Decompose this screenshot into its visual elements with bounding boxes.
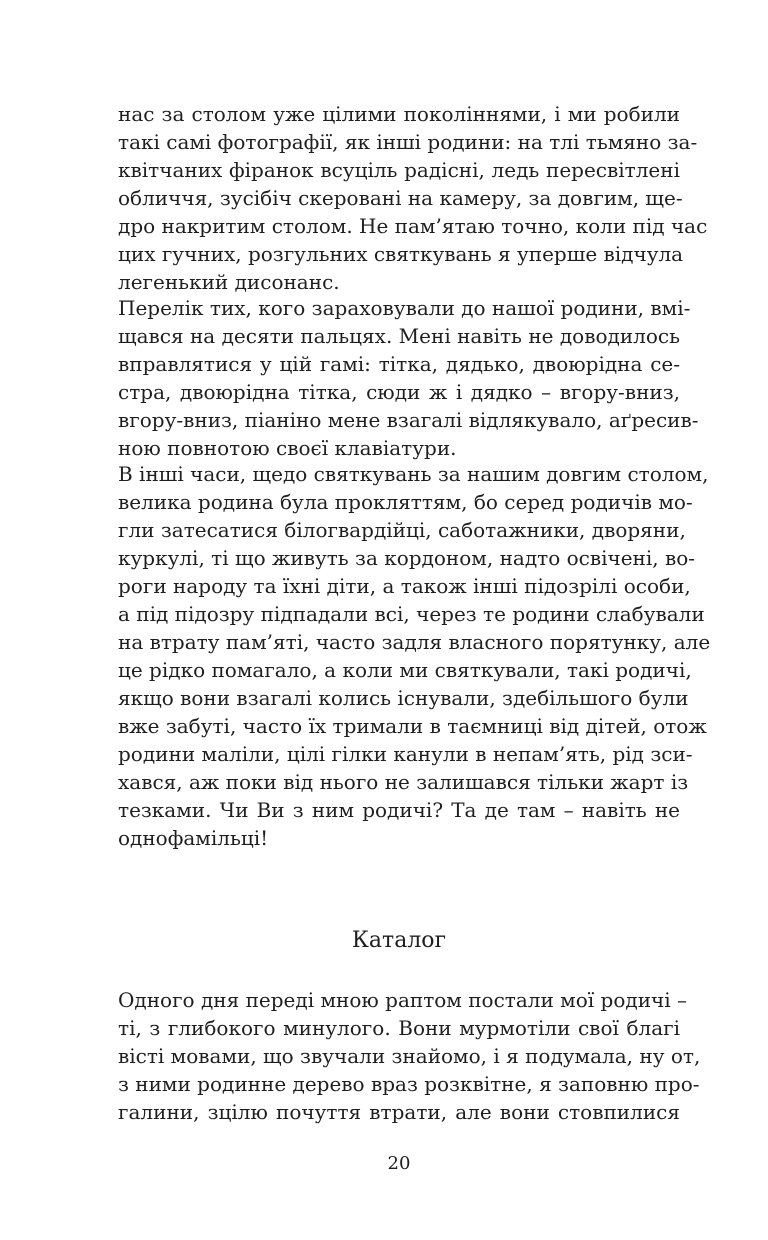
text-line: стра, двоюрідна тітка, сюди ж і дядко – вгору-вниз,	[118, 380, 680, 404]
text-line: на втрату пам’яті, часто задля власного порятунку, але	[118, 630, 711, 654]
text-line: вісті мовами, що звучали знайомо, і я подумала, ну от,	[118, 1044, 701, 1068]
paragraph-1	[118, 100, 708, 296]
text-line: вже забуті, часто їх тримали в таємниці від дітей, отож	[118, 714, 707, 738]
text-line: ною повнотою своєї клавіатури.	[118, 436, 457, 460]
text-line: з ними родинне дерево враз розквітне, я заповню про-	[118, 1072, 700, 1096]
text-line: такі самі фотографії, як інші родини: на тлі тьмяно за-	[118, 130, 698, 154]
text-line: галини, зцілю почуття втрати, але вони стовпилися	[118, 1100, 680, 1124]
text-line: обличчя, зусібіч скеровані на камеру, за довгим, ще-	[118, 186, 683, 210]
text-line: а під підозру підпадали всі, через те родини слабували	[118, 602, 705, 626]
text-line: В інші часи, щедо святкувань за нашим довгим столом,	[118, 462, 709, 486]
page-number: 20	[387, 1153, 411, 1174]
text-line: щався на десяти пальцях. Мені навіть не доводилось	[118, 324, 680, 348]
text-line: якщо вони взагалі колись існували, здебільшого були	[118, 686, 689, 710]
text-line: куркулі, ті що живуть за кордоном, надто освічені, во-	[118, 546, 696, 570]
text-line: вгору-вниз, піаніно мене взагалі відлякувало, аґресив-	[118, 408, 699, 432]
text-line: родини маліли, цілі гілки канули в непам’ять, рід зси-	[118, 742, 693, 766]
text-line: хався, аж поки від нього не залишався тільки жарт із	[118, 770, 689, 794]
text-line: роги народу та їхні діти, а також інші підозрілі особи,	[118, 574, 691, 598]
text-line: Одного дня переді мною раптом постали мої родичі –	[118, 988, 687, 1012]
section-paragraph	[118, 986, 701, 1126]
text-line: цих гучних, розгульних святкувань я уперше відчула	[118, 242, 684, 266]
text-line: однофамільці!	[118, 826, 269, 850]
paragraph-2	[118, 294, 699, 462]
text-line: це рідко помагало, а коли ми святкували, такі родичі,	[118, 658, 692, 682]
text-line: нас за столом уже цілими поколіннями, і ми робили	[118, 102, 680, 126]
text-line: велика родина була прокляттям, бо серед родичів мо-	[118, 490, 693, 514]
paragraph-3	[118, 460, 711, 852]
text-line: тезками. Чи Ви з ним родичі? Та де там – навіть не	[118, 798, 680, 822]
text-line: Перелік тих, кого зараховували до нашої родини, вмі-	[118, 296, 691, 320]
text-line: квітчаних фіранок всуціль радісні, ледь пересвітлені	[118, 158, 680, 182]
text-line: вправлятися у цій гамі: тітка, дядько, двоюрідна се-	[118, 352, 680, 376]
text-line: дро накритим столом. Не пам’ятаю точно, коли під час	[118, 214, 708, 238]
text-line: ті, з глибокого минулого. Вони мурмотіли свої благі	[118, 1016, 680, 1040]
text-line: легенький дисонанс.	[118, 270, 340, 294]
section-heading: Каталог	[351, 928, 447, 953]
text-line: гли затесатися білогвардійці, саботажники, дворяни,	[118, 518, 686, 542]
